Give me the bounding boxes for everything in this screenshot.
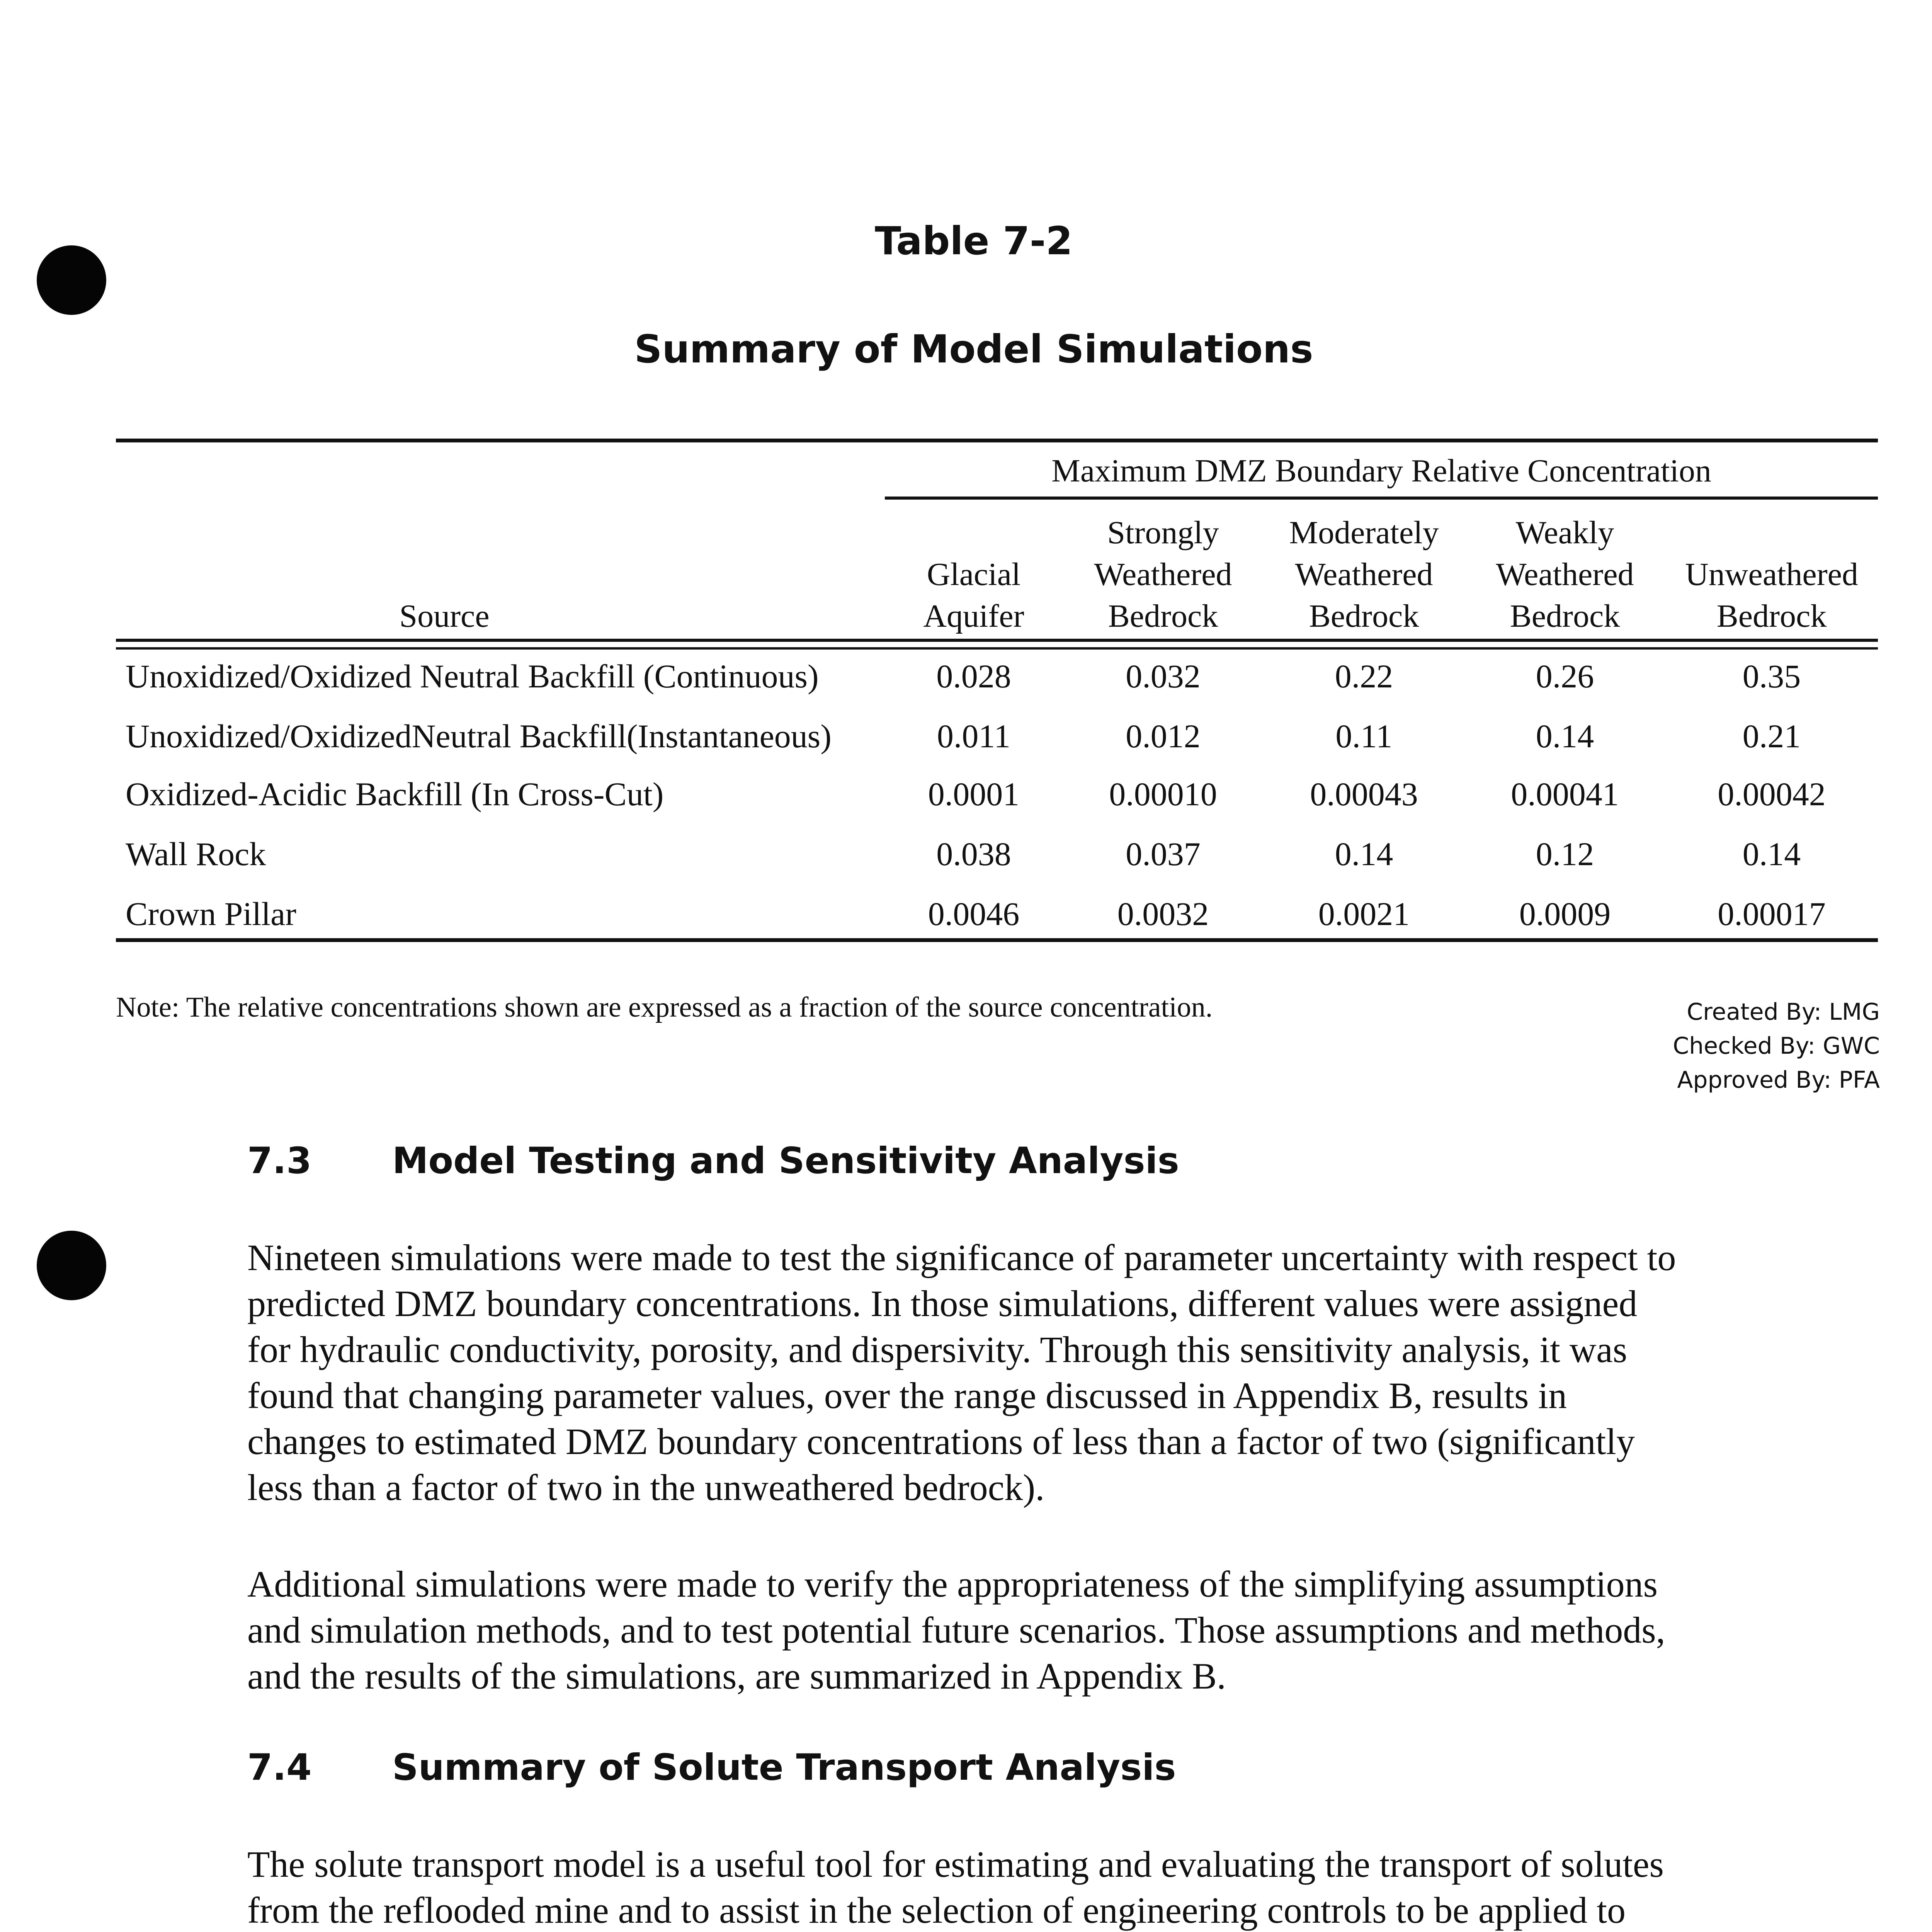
table-label: Table 7-2 <box>875 218 1073 264</box>
table-top-rule <box>116 439 1878 442</box>
row-source: Oxidized-Acidic Backfill (In Cross-Cut) <box>126 776 664 813</box>
section-title-7-3: Model Testing and Sensitivity Analysis <box>392 1140 1179 1182</box>
paragraph-solute-transport: The solute transport model is a useful tool for estimating and evaluating the transport of solutes from the reflooded mine and to assist in the selection of engineering controls to be applied to <box>247 1844 1664 1931</box>
column-header-unweathered-bedrock: Unweathered Bedrock <box>1685 556 1858 634</box>
cell-unweathered: 0.00042 <box>1718 776 1826 813</box>
column-header-weakly-weathered-bedrock: Weakly Weathered Bedrock <box>1496 515 1634 634</box>
cell-unweathered: 0.35 <box>1742 658 1801 695</box>
cell-strongly-weathered: 0.0032 <box>1117 895 1209 932</box>
row-source: Wall Rock <box>126 835 266 872</box>
cell-weakly-weathered: 0.14 <box>1536 718 1594 755</box>
cell-moderately-weathered: 0.00043 <box>1310 776 1418 813</box>
cell-strongly-weathered: 0.037 <box>1126 835 1201 872</box>
cell-moderately-weathered: 0.22 <box>1335 658 1393 695</box>
table-note: Note: The relative concentrations shown are expressed as a fraction of the source concentration. <box>116 992 1213 1023</box>
cell-weakly-weathered: 0.12 <box>1536 835 1594 872</box>
punch-hole-middle <box>37 1231 106 1300</box>
cell-strongly-weathered: 0.012 <box>1126 718 1201 755</box>
cell-strongly-weathered: 0.00010 <box>1109 776 1217 813</box>
column-header-moderately-weathered-bedrock: Moderately Weathered Bedrock <box>1289 515 1439 634</box>
table-title: Summary of Model Simulations <box>634 327 1313 372</box>
paragraph-sensitivity: Nineteen simulations were made to test the significance of parameter uncertainty with respect to predicted DMZ boundary concentrations. In those simulations, different values were assigned for hydraulic conductivity, porosity, and dispersivity. Through this sensitivity analysis, it was found that changing parameter values, over the range discussed in Appendix B, results in changes to estimated DMZ boundary concentrations of less than a factor of two (significantly less than a factor of two in the unweathered bedrock). <box>247 1237 1676 1508</box>
section-title-7-4: Summary of Solute Transport Analysis <box>392 1747 1176 1789</box>
group-header-rule <box>885 497 1878 500</box>
approved-by: Approved By: PFA <box>1677 1066 1880 1094</box>
row-source: Unoxidized/OxidizedNeutral Backfill(Instantaneous) <box>126 718 832 755</box>
source-header: Source <box>399 598 490 634</box>
cell-moderately-weathered: 0.14 <box>1335 835 1393 872</box>
header-bottom-rule-2 <box>116 647 1878 650</box>
paragraph-additional-simulations: Additional simulations were made to verify the appropriateness of the simplifying assumptions and simulation methods, and to test potential future scenarios. Those assumptions and methods, and the results of the simulations, are summarized in Appendix B. <box>247 1563 1665 1697</box>
cell-unweathered: 0.21 <box>1742 718 1801 755</box>
column-header-strongly-weathered-bedrock: Strongly Weathered Bedrock <box>1094 515 1232 634</box>
cell-unweathered: 0.14 <box>1742 835 1801 872</box>
cell-glacial-aquifer: 0.011 <box>937 718 1011 755</box>
cell-weakly-weathered: 0.00041 <box>1511 776 1619 813</box>
cell-moderately-weathered: 0.0021 <box>1318 895 1410 932</box>
group-header: Maximum DMZ Boundary Relative Concentration <box>1051 453 1711 489</box>
cell-glacial-aquifer: 0.0046 <box>928 895 1020 932</box>
checked-by: Checked By: GWC <box>1673 1032 1880 1060</box>
cell-weakly-weathered: 0.0009 <box>1519 895 1611 932</box>
cell-strongly-weathered: 0.032 <box>1126 658 1201 695</box>
section-number-7-3: 7.3 <box>247 1140 312 1182</box>
section-number-7-4: 7.4 <box>247 1747 312 1789</box>
row-source: Unoxidized/Oxidized Neutral Backfill (Continuous) <box>126 658 819 695</box>
cell-weakly-weathered: 0.26 <box>1536 658 1594 695</box>
credits-block <box>1673 995 1880 1097</box>
cell-unweathered: 0.00017 <box>1718 895 1826 932</box>
cell-moderately-weathered: 0.11 <box>1335 718 1393 755</box>
cell-glacial-aquifer: 0.028 <box>936 658 1011 695</box>
header-bottom-rule-1 <box>116 639 1878 642</box>
cell-glacial-aquifer: 0.0001 <box>928 776 1020 813</box>
cell-glacial-aquifer: 0.038 <box>936 835 1011 872</box>
row-source: Crown Pillar <box>126 895 296 932</box>
column-header-glacial-aquifer: Glacial Aquifer <box>923 556 1024 634</box>
created-by: Created By: LMG <box>1687 998 1880 1026</box>
table-bottom-rule <box>116 938 1878 942</box>
